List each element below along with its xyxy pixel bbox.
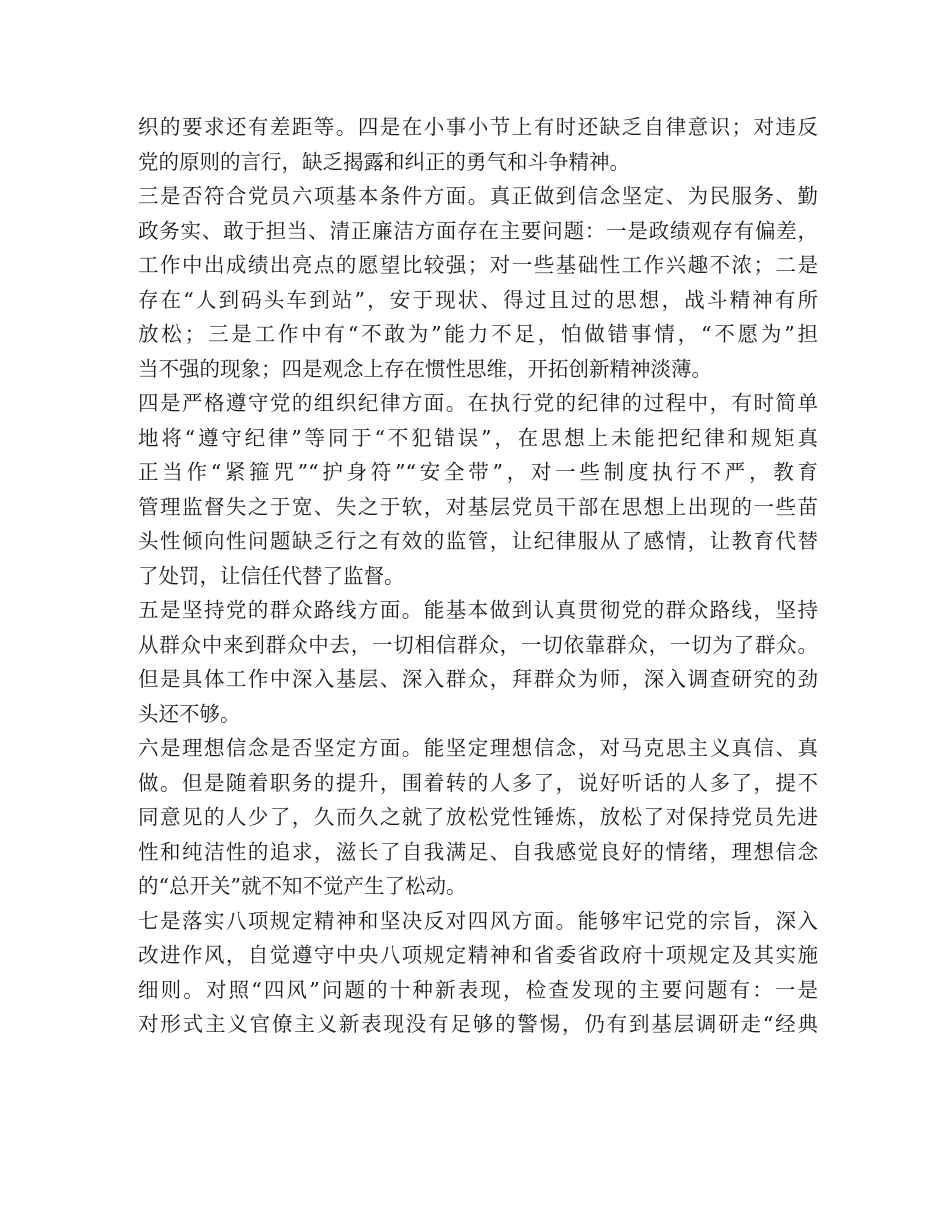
text-line: 了处罚，让信任代替了监督。 <box>138 563 405 588</box>
paragraph-3 <box>138 386 818 593</box>
text-line: 政务实、敢于担当、清正廉洁方面存在主要问题：一是政绩观存有偏差， <box>138 218 818 243</box>
text-line: 工作中出成绩出亮点的愿望比较强；对一些基础性工作兴趣不浓；二是 <box>138 253 818 277</box>
text-line: 细则。对照“四风”问题的十种新表现，检查发现的主要问题有：一是 <box>138 977 818 1002</box>
text-line: 同意见的人少了，久而久之就了放松党性锤炼，放松了对保持党员先进 <box>138 805 818 829</box>
text-line: 头性倾向性问题缺乏行之有效的监管，让纪律服从了感情，让教育代替 <box>138 529 818 553</box>
paragraph-6 <box>138 904 818 1042</box>
text-line: 对形式主义官僚主义新表现没有足够的警惕，仍有到基层调研走“经典 <box>138 1012 818 1036</box>
text-line: 正当作“紧箍咒”“护身符”“安全带”，对一些制度执行不严，教育 <box>138 460 818 484</box>
paragraph-1 <box>138 110 818 179</box>
text-line: 党的原则的言行，缺乏揭露和纠正的勇气和斗争精神。 <box>138 149 630 174</box>
text-line: 性和纯洁性的追求，滋长了自我满足、自我感觉良好的情绪，理想信念 <box>138 839 818 864</box>
text-line: 改进作风，自觉遵守中央八项规定精神和省委省政府十项规定及其实施 <box>138 943 818 967</box>
text-line: 做。但是随着职务的提升，围着转的人多了，说好听话的人多了，提不 <box>138 770 818 795</box>
paragraph-5 <box>138 731 818 904</box>
text-line: 存在“人到码头车到站”，安于现状、得过且过的思想，战斗精神有所 <box>138 287 818 312</box>
paragraph-4 <box>138 593 818 731</box>
text-line: 六是理想信念是否坚定方面。能坚定理想信念，对马克思主义真信、真 <box>138 736 818 760</box>
text-line: 放松；三是工作中有“不敢为”能力不足，怕做错事情，“不愿为”担 <box>138 322 818 346</box>
text-line: 但是具体工作中深入基层、深入群众，拜群众为师，深入调查研究的劲 <box>138 667 818 691</box>
text-line: 当不强的现象；四是观念上存在惯性思维，开拓创新精神淡薄。 <box>138 356 712 381</box>
text-line: 管理监督失之于宽、失之于软，对基层党员干部在思想上出现的一些苗 <box>138 494 818 519</box>
paragraph-2 <box>138 179 818 386</box>
text-line: 头还不够。 <box>138 701 241 726</box>
text-line: 五是坚持党的群众路线方面。能基本做到认真贯彻党的群众路线，坚持 <box>138 598 818 622</box>
text-line: 七是落实八项规定精神和坚决反对四风方面。能够牢记党的宗旨，深入 <box>138 908 818 933</box>
text-line: 三是否符合党员六项基本条件方面。真正做到信念坚定、为民服务、勤 <box>138 184 818 208</box>
text-line: 从群众中来到群众中去，一切相信群众，一切依靠群众，一切为了群众。 <box>138 632 818 657</box>
text-line: 地将“遵守纪律”等同于“不犯错误”，在思想上未能把纪律和规矩真 <box>138 425 818 450</box>
text-line: 的“总开关”就不知不觉产生了松动。 <box>138 874 467 898</box>
text-line: 织的要求还有差距等。四是在小事小节上有时还缺乏自律意识；对违反 <box>138 115 818 139</box>
document-body <box>138 110 818 1042</box>
text-line: 四是严格遵守党的组织纪律方面。在执行党的纪律的过程中，有时简单 <box>138 391 818 415</box>
